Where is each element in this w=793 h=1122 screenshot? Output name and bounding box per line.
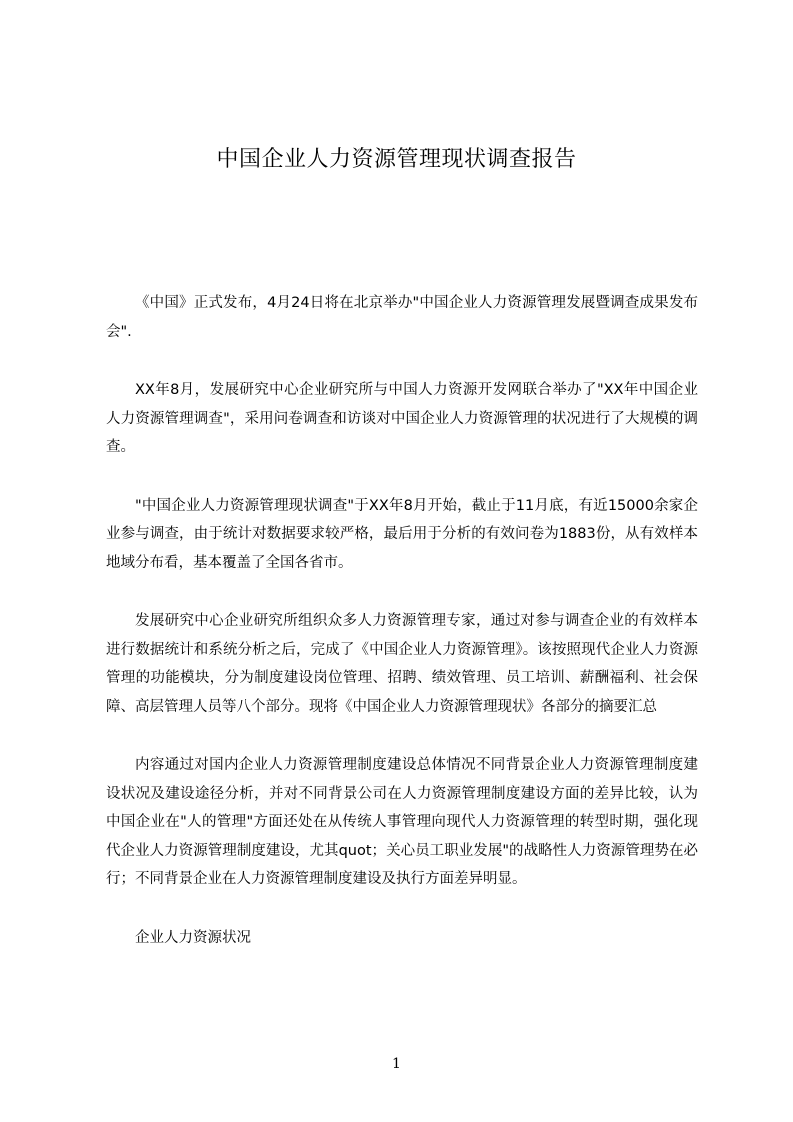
paragraph-5: 内容通过对国内企业人力资源管理制度建设总体情况不同背景企业人力资源管理制度建设状况及建设途径分析，并对不同背景公司在人力资源管理制度建设方面的差异比较，认为中国企业在"人的管理"方面还处在从传统人事管理向现代人力资源管理的转型时期，强化现代企业人力资源管理制度建设，尤其quot；关心员工职业发展"的战略性人力资源管理势在必行；不同背景企业在人力资源管理制度建设及执行方面差异明显。	[106, 757, 698, 887]
paragraph-3: "中国企业人力资源管理现状调查"于XX年8月开始，截止于11月底，有近15000余家企业参与调查，由于统计对数据要求较严格，最后用于分析的有效问卷为1883份，从有效样本地域分布看，基本覆盖了全国各省市。	[106, 497, 698, 571]
paragraph-1: 《中国》正式发布，4月24日将在北京举办"中国企业人力资源管理发展暨调查成果发布会".	[106, 295, 698, 340]
document-title: 中国企业人力资源管理现状调查报告	[216, 147, 577, 172]
paragraph-2: XX年8月，发展研究中心企业研究所与中国人力资源开发网联合举办了"XX年中国企业人力资源管理调查"，采用问卷调查和访谈对中国企业人力资源管理的状况进行了大规模的调查。	[106, 382, 698, 455]
page-number: 1	[392, 1056, 401, 1072]
section-heading: 企业人力资源状况	[135, 929, 251, 946]
document-body	[106, 289, 698, 982]
paragraph-4: 发展研究中心企业研究所组织众多人力资源管理专家，通过对参与调查企业的有效样本进行数据统计和系统分析之后，完成了《中国企业人力资源管理》。该按照现代企业人力资源管理的功能模块，分为制度建设岗位管理、招聘、绩效管理、员工培训、薪酬福利、社会保障、高层管理人员等八个部分。现将《中国企业人力资源管理现状》各部分的摘要汇总	[106, 613, 698, 715]
